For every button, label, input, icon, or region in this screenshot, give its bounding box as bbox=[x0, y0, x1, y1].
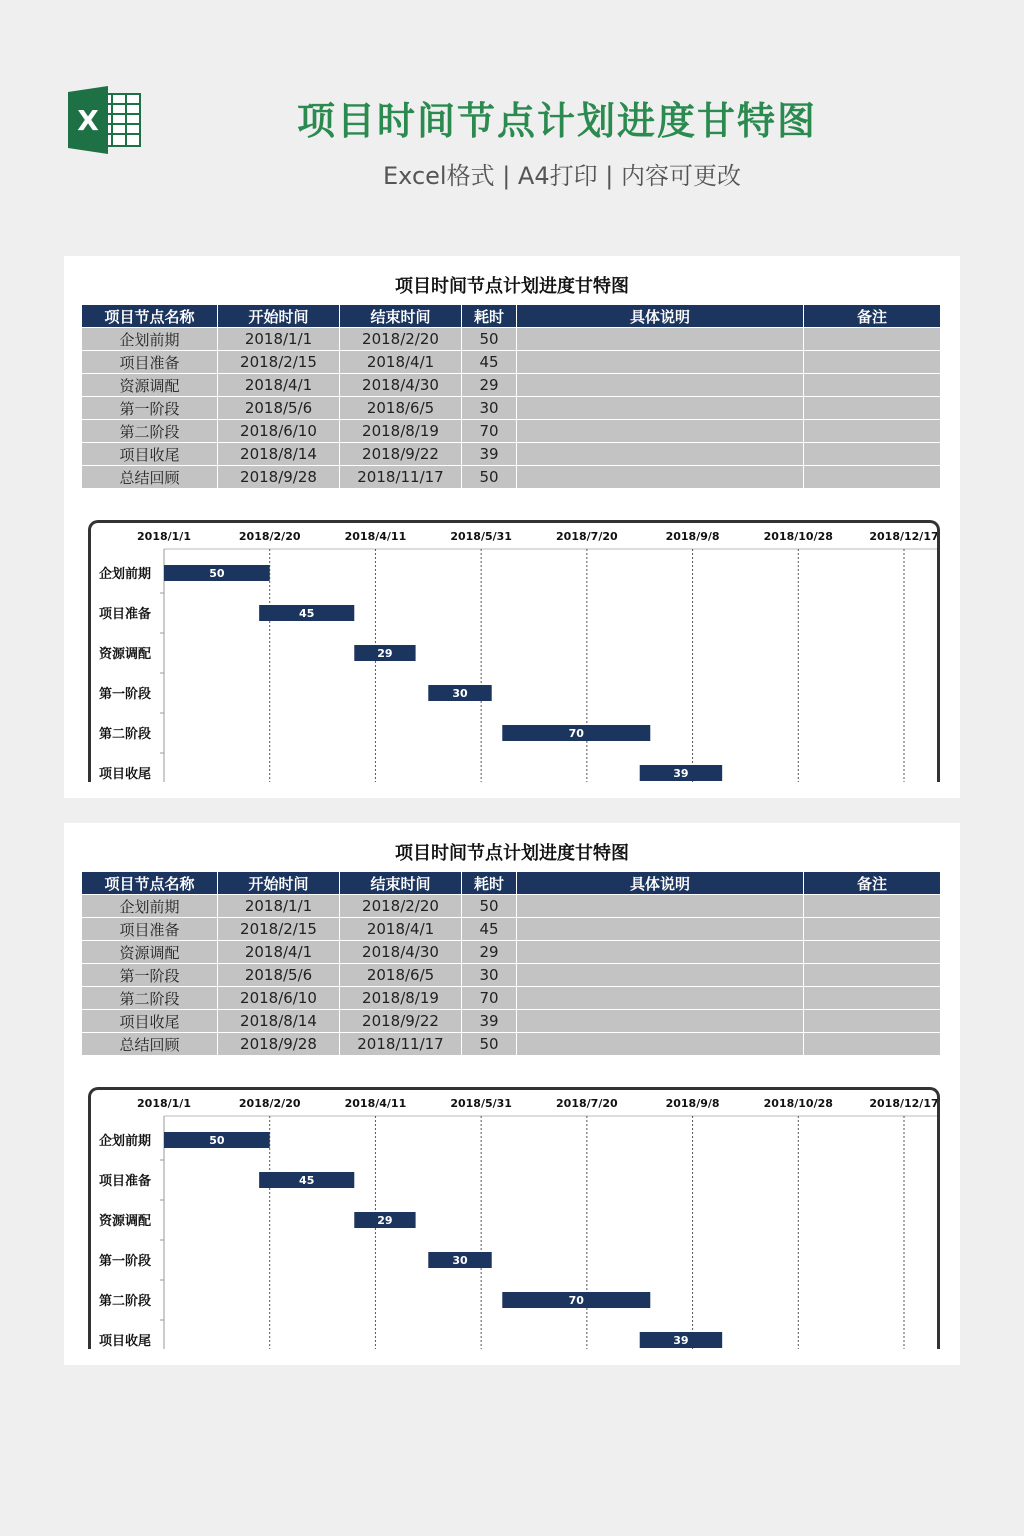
table-cell[interactable]: 2018/1/1 bbox=[218, 895, 340, 918]
y-tick-label: 项目准备 bbox=[99, 607, 152, 622]
sheet-2 bbox=[64, 823, 960, 1365]
gantt-chart-svg bbox=[91, 1090, 940, 1349]
table-cell[interactable]: 2018/8/14 bbox=[218, 1010, 340, 1033]
page-title: 项目时间节点计划进度甘特图 bbox=[296, 99, 817, 143]
table-cell[interactable] bbox=[517, 918, 804, 941]
sheet-1 bbox=[64, 256, 960, 798]
data-table bbox=[81, 871, 941, 1056]
column-header: 开始时间 bbox=[218, 305, 340, 328]
table-cell[interactable]: 2018/2/15 bbox=[218, 351, 340, 374]
y-tick-label: 企划前期 bbox=[99, 1134, 152, 1149]
table-cell[interactable]: 2018/9/28 bbox=[218, 466, 340, 489]
table-cell[interactable]: 2018/9/28 bbox=[218, 1033, 340, 1056]
x-tick-label: 2018/12/17 bbox=[869, 1097, 939, 1110]
table-row bbox=[82, 918, 941, 941]
table-cell[interactable] bbox=[517, 987, 804, 1010]
table-cell[interactable] bbox=[517, 443, 804, 466]
table-header-row bbox=[82, 872, 941, 895]
table-cell[interactable]: 2018/8/19 bbox=[340, 420, 462, 443]
table-cell[interactable]: 2018/5/6 bbox=[218, 397, 340, 420]
table-cell[interactable]: 资源调配 bbox=[82, 941, 218, 964]
x-tick-label: 2018/1/1 bbox=[137, 530, 191, 543]
column-header: 耗时 bbox=[462, 305, 517, 328]
table-row bbox=[82, 987, 941, 1010]
table-cell[interactable]: 2018/4/1 bbox=[340, 918, 462, 941]
table-row bbox=[82, 397, 941, 420]
table-cell[interactable] bbox=[804, 443, 941, 466]
table-row bbox=[82, 941, 941, 964]
table-cell[interactable]: 2018/2/20 bbox=[340, 895, 462, 918]
table-row bbox=[82, 466, 941, 489]
table-row bbox=[82, 964, 941, 987]
table-cell[interactable] bbox=[804, 374, 941, 397]
table-cell[interactable]: 2018/11/17 bbox=[340, 466, 462, 489]
table-cell[interactable]: 总结回顾 bbox=[82, 466, 218, 489]
table-cell[interactable]: 2018/2/20 bbox=[340, 328, 462, 351]
column-header: 结束时间 bbox=[340, 872, 462, 895]
table-cell[interactable]: 30 bbox=[462, 397, 517, 420]
x-tick-label: 2018/10/28 bbox=[763, 1097, 833, 1110]
table-cell[interactable]: 2018/1/1 bbox=[218, 328, 340, 351]
bar-data-label: 70 bbox=[568, 1294, 584, 1307]
x-tick-label: 2018/5/31 bbox=[450, 530, 512, 543]
table-cell[interactable] bbox=[517, 964, 804, 987]
table-cell[interactable]: 项目准备 bbox=[82, 918, 218, 941]
table-cell[interactable] bbox=[517, 1010, 804, 1033]
table-cell[interactable]: 45 bbox=[462, 918, 517, 941]
column-header: 耗时 bbox=[462, 872, 517, 895]
table-header-row bbox=[82, 305, 941, 328]
table-cell[interactable]: 2018/4/30 bbox=[340, 374, 462, 397]
table-cell[interactable]: 39 bbox=[462, 1010, 517, 1033]
table-cell[interactable]: 2018/6/10 bbox=[218, 420, 340, 443]
table-row bbox=[82, 328, 941, 351]
table-cell[interactable]: 企划前期 bbox=[82, 895, 218, 918]
table-cell[interactable]: 2018/2/15 bbox=[218, 918, 340, 941]
table-cell[interactable]: 50 bbox=[462, 1033, 517, 1056]
x-tick-label: 2018/7/20 bbox=[556, 530, 618, 543]
column-header: 具体说明 bbox=[517, 872, 804, 895]
table-cell[interactable]: 2018/8/19 bbox=[340, 987, 462, 1010]
page-subtitle: Excel格式 | A4打印 | 内容可更改 bbox=[383, 162, 741, 190]
table-cell[interactable]: 第二阶段 bbox=[82, 987, 218, 1010]
column-header: 结束时间 bbox=[340, 305, 462, 328]
table-cell[interactable]: 2018/6/5 bbox=[340, 964, 462, 987]
sheet-title: 项目时间节点计划进度甘特图 bbox=[395, 276, 629, 297]
table-cell[interactable]: 29 bbox=[462, 374, 517, 397]
table-cell[interactable] bbox=[804, 397, 941, 420]
table-cell[interactable] bbox=[517, 941, 804, 964]
table-cell[interactable] bbox=[517, 1033, 804, 1056]
x-tick-label: 2018/2/20 bbox=[238, 530, 301, 543]
bar-data-label: 45 bbox=[299, 607, 315, 620]
table-cell[interactable]: 项目收尾 bbox=[82, 443, 218, 466]
bar-data-label: 39 bbox=[673, 767, 689, 780]
table-cell[interactable]: 2018/6/10 bbox=[218, 987, 340, 1010]
table-cell[interactable]: 30 bbox=[462, 964, 517, 987]
bar-data-label: 29 bbox=[377, 647, 393, 660]
x-tick-label: 2018/7/20 bbox=[556, 1097, 618, 1110]
table-cell[interactable]: 2018/9/22 bbox=[340, 443, 462, 466]
bar-data-label: 50 bbox=[209, 567, 225, 580]
table-cell[interactable]: 50 bbox=[462, 466, 517, 489]
table-row bbox=[82, 1033, 941, 1056]
table-cell[interactable]: 2018/11/17 bbox=[340, 1033, 462, 1056]
table-cell[interactable] bbox=[804, 895, 941, 918]
table-cell[interactable] bbox=[517, 466, 804, 489]
table-cell[interactable] bbox=[517, 420, 804, 443]
table-cell[interactable] bbox=[517, 374, 804, 397]
table-cell[interactable]: 50 bbox=[462, 895, 517, 918]
x-tick-label: 2018/9/8 bbox=[665, 530, 720, 543]
table-cell[interactable]: 2018/4/30 bbox=[340, 941, 462, 964]
table-cell[interactable] bbox=[804, 1010, 941, 1033]
table-cell[interactable] bbox=[517, 328, 804, 351]
table-row bbox=[82, 351, 941, 374]
table-cell[interactable] bbox=[517, 895, 804, 918]
table-cell[interactable]: 39 bbox=[462, 443, 517, 466]
column-header: 具体说明 bbox=[517, 305, 804, 328]
x-tick-label: 2018/4/11 bbox=[344, 530, 407, 543]
gantt-chart bbox=[88, 520, 940, 782]
table-row bbox=[82, 443, 941, 466]
table-cell[interactable] bbox=[804, 964, 941, 987]
table-cell[interactable]: 项目收尾 bbox=[82, 1010, 218, 1033]
table-cell[interactable]: 企划前期 bbox=[82, 328, 218, 351]
table-cell[interactable]: 70 bbox=[462, 420, 517, 443]
bar-data-label: 70 bbox=[568, 727, 584, 740]
y-tick-label: 项目准备 bbox=[99, 1174, 152, 1189]
table-cell[interactable]: 资源调配 bbox=[82, 374, 218, 397]
table-cell[interactable] bbox=[517, 397, 804, 420]
sheet-title: 项目时间节点计划进度甘特图 bbox=[395, 843, 629, 864]
table-cell[interactable]: 第二阶段 bbox=[82, 420, 218, 443]
table-cell[interactable]: 2018/4/1 bbox=[340, 351, 462, 374]
bar-data-label: 50 bbox=[209, 1134, 225, 1147]
table-cell[interactable] bbox=[804, 987, 941, 1010]
table-cell[interactable]: 2018/8/14 bbox=[218, 443, 340, 466]
y-tick-label: 资源调配 bbox=[99, 1214, 152, 1229]
y-tick-label: 企划前期 bbox=[99, 567, 152, 582]
bar-data-label: 30 bbox=[452, 687, 468, 700]
table-cell[interactable] bbox=[804, 420, 941, 443]
table-cell[interactable] bbox=[804, 918, 941, 941]
column-header: 备注 bbox=[804, 305, 941, 328]
y-tick-label: 项目收尾 bbox=[99, 767, 152, 782]
y-tick-label: 第二阶段 bbox=[99, 727, 152, 742]
table-cell[interactable] bbox=[804, 1033, 941, 1056]
x-tick-label: 2018/2/20 bbox=[238, 1097, 301, 1110]
bar-data-label: 39 bbox=[673, 1334, 689, 1347]
y-tick-label: 第一阶段 bbox=[99, 687, 152, 702]
column-header: 项目节点名称 bbox=[82, 872, 218, 895]
x-tick-label: 2018/4/11 bbox=[344, 1097, 407, 1110]
x-tick-label: 2018/12/17 bbox=[869, 530, 939, 543]
logo-letter: X bbox=[77, 104, 99, 137]
table-cell[interactable]: 总结回顾 bbox=[82, 1033, 218, 1056]
table-cell[interactable]: 2018/5/6 bbox=[218, 964, 340, 987]
table-cell[interactable]: 2018/9/22 bbox=[340, 1010, 462, 1033]
table-cell[interactable] bbox=[804, 328, 941, 351]
table-cell[interactable]: 2018/6/5 bbox=[340, 397, 462, 420]
y-tick-label: 第一阶段 bbox=[99, 1254, 152, 1269]
data-table bbox=[81, 304, 941, 489]
table-cell[interactable]: 项目准备 bbox=[82, 351, 218, 374]
x-tick-label: 2018/5/31 bbox=[450, 1097, 512, 1110]
table-row bbox=[82, 1010, 941, 1033]
table-cell[interactable]: 45 bbox=[462, 351, 517, 374]
table-row bbox=[82, 895, 941, 918]
bar-data-label: 45 bbox=[299, 1174, 315, 1187]
table-cell[interactable] bbox=[517, 351, 804, 374]
table-cell[interactable] bbox=[804, 351, 941, 374]
table-row bbox=[82, 420, 941, 443]
table-cell[interactable] bbox=[804, 466, 941, 489]
table-cell[interactable]: 70 bbox=[462, 987, 517, 1010]
bar-data-label: 30 bbox=[452, 1254, 468, 1267]
x-tick-label: 2018/1/1 bbox=[137, 1097, 191, 1110]
table-cell[interactable]: 2018/4/1 bbox=[218, 941, 340, 964]
table-row bbox=[82, 374, 941, 397]
gantt-chart bbox=[88, 1087, 940, 1349]
column-header: 开始时间 bbox=[218, 872, 340, 895]
table-cell[interactable]: 50 bbox=[462, 328, 517, 351]
table-cell[interactable] bbox=[804, 941, 941, 964]
y-tick-label: 第二阶段 bbox=[99, 1294, 152, 1309]
column-header: 项目节点名称 bbox=[82, 305, 218, 328]
x-tick-label: 2018/9/8 bbox=[665, 1097, 720, 1110]
gantt-chart-svg bbox=[91, 523, 940, 782]
bar-data-label: 29 bbox=[377, 1214, 393, 1227]
table-cell[interactable]: 第一阶段 bbox=[82, 964, 218, 987]
x-tick-label: 2018/10/28 bbox=[763, 530, 833, 543]
y-tick-label: 项目收尾 bbox=[99, 1334, 152, 1349]
table-cell[interactable]: 2018/4/1 bbox=[218, 374, 340, 397]
table-cell[interactable]: 29 bbox=[462, 941, 517, 964]
column-header: 备注 bbox=[804, 872, 941, 895]
table-cell[interactable]: 第一阶段 bbox=[82, 397, 218, 420]
y-tick-label: 资源调配 bbox=[99, 647, 152, 662]
